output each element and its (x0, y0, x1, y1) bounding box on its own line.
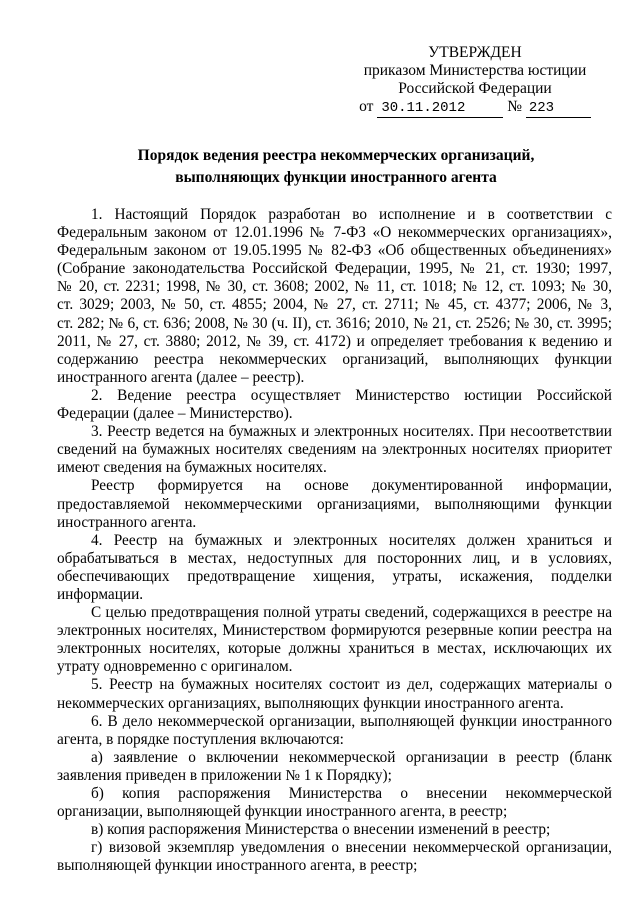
text-line: выполняющей функции иностранного агента, в реестр; (57, 857, 418, 875)
text-line: Реестр формируется на основе документированной информации, (91, 477, 612, 495)
text-line: утрату одновременно с оригиналом. (57, 658, 293, 676)
text-line: содержанию реестра некоммерческих организаций, выполняющих функции (57, 350, 612, 368)
paragraph (57, 206, 612, 387)
text-line: б) копия распоряжения Министерства о внесении некоммерческой (91, 785, 612, 802)
text-line: Федеральным законом от 19.05.1995 № 82-ФЗ «Об общественных объединениях» (57, 242, 612, 260)
text-line: (Собрание законодательства Российской Федерации, 1995, № 21, ст. 1930; 1997, (57, 260, 612, 278)
text-line: обрабатываться в местах, недоступных для посторонних лиц, и в условиях, (57, 549, 612, 567)
text-line: Федерации (далее – Министерство). (57, 405, 293, 423)
approval-stamp (330, 44, 620, 118)
text-line: иностранного агента (далее – реестр). (57, 368, 305, 386)
approval-date-line (330, 98, 620, 118)
text-line: Федеральным законом от 12.01.1996 № 7-ФЗ «О некоммерческих организациях», (57, 224, 612, 242)
text-line: электронных носителях, которые должны храниться в местах, исключающих их (57, 640, 612, 658)
approval-number: 223 (526, 99, 591, 118)
text-line: иностранного агента. (57, 513, 197, 531)
paragraph (57, 839, 612, 875)
text-line: в) копия распоряжения Министерства о внесении изменений в реестр; (91, 821, 551, 839)
text-line: электронных носителях, Министерством формируются резервные копии реестра на (57, 622, 612, 640)
text-line: информации. (57, 585, 144, 603)
approval-heading: УТВЕРЖДЕН (428, 44, 522, 61)
paragraph (57, 477, 612, 531)
document-title (60, 145, 612, 189)
number-prefix: № (507, 98, 522, 115)
date-prefix: от (359, 98, 374, 115)
paragraph (57, 785, 612, 821)
text-line: 6. В дело некоммерческой организации, выполняющей функции иностранного (91, 712, 612, 730)
text-line: имеют сведения на бумажных носителях. (57, 459, 327, 477)
text-line: 1. Настоящий Порядок разработан во исполнение и в соответствии с (91, 206, 612, 223)
text-line: № 20, ст. 2231; 1998, № 30, ст. 3608; 2002, № 11, ст. 1018; № 12, ст. 1093; № 30, (57, 278, 612, 296)
approval-date: 30.11.2012 (377, 99, 503, 118)
text-line: некоммерческих организациях, выполняющих функции иностранного агента. (57, 694, 564, 712)
text-line: организации, выполняющей функции иностранного агента, в реестр; (57, 803, 508, 821)
text-line: 4. Реестр на бумажных и электронных носителях должен храниться и (91, 531, 612, 549)
paragraph (57, 749, 612, 785)
document-body (57, 206, 612, 875)
text-line: 2011, № 27, ст. 3880; 2012, № 39, ст. 4172) и определяет требования к ведению и (57, 332, 612, 350)
text-line: агента, в порядке поступления включаются: (57, 730, 344, 748)
text-line: ст. 3029; 2003, № 50, ст. 4855; 2004, № 27, ст. 2711; № 45, ст. 4377; 2006, № 3, (57, 296, 612, 314)
paragraph (57, 604, 612, 676)
text-line: сведений на бумажных носителях сведениям на электронных носителях приоритет (57, 441, 612, 459)
approval-line-1: приказом Министерства юстиции (363, 62, 587, 79)
text-line: 5. Реестр на бумажных носителях состоит из дел, содержащих материалы о (91, 676, 612, 694)
text-line: 2. Ведение реестра осуществляет Министерство юстиции Российской (91, 386, 612, 404)
text-line: заявления приведен в приложении № 1 к Порядку); (57, 766, 392, 784)
text-line: 3. Реестр ведется на бумажных и электронных носителях. При несоответствии (91, 423, 612, 441)
paragraph (57, 387, 612, 423)
text-line: предоставляемой некоммерческими организациями, выполняющими функции (57, 495, 612, 513)
paragraph (57, 676, 612, 712)
paragraph (57, 532, 612, 604)
approval-line-2: Российской Федерации (398, 80, 552, 97)
paragraph (57, 713, 612, 749)
text-line: а) заявление о включении некоммерческой организации в реестр (бланк (91, 748, 612, 766)
text-line: ст. 282; № 6, ст. 636; 2008, № 30 (ч. II), ст. 3616; 2010, № 21, ст. 2526; № 30, ст. 3995; (57, 314, 612, 332)
paragraph (57, 423, 612, 477)
paragraph (57, 821, 612, 839)
title-line-2: выполняющих функции иностранного агента (175, 169, 497, 186)
text-line: С целью предотвращения полной утраты сведений, содержащихся в реестре на (91, 604, 612, 622)
text-line: г) визовой экземпляр уведомления о внесении некоммерческой организации, (91, 839, 612, 857)
text-line: обеспечивающих предотвращение хищения, утраты, искажения, подделки (57, 567, 612, 585)
title-line-1: Порядок ведения реестра некоммерческих организаций, (137, 147, 535, 164)
